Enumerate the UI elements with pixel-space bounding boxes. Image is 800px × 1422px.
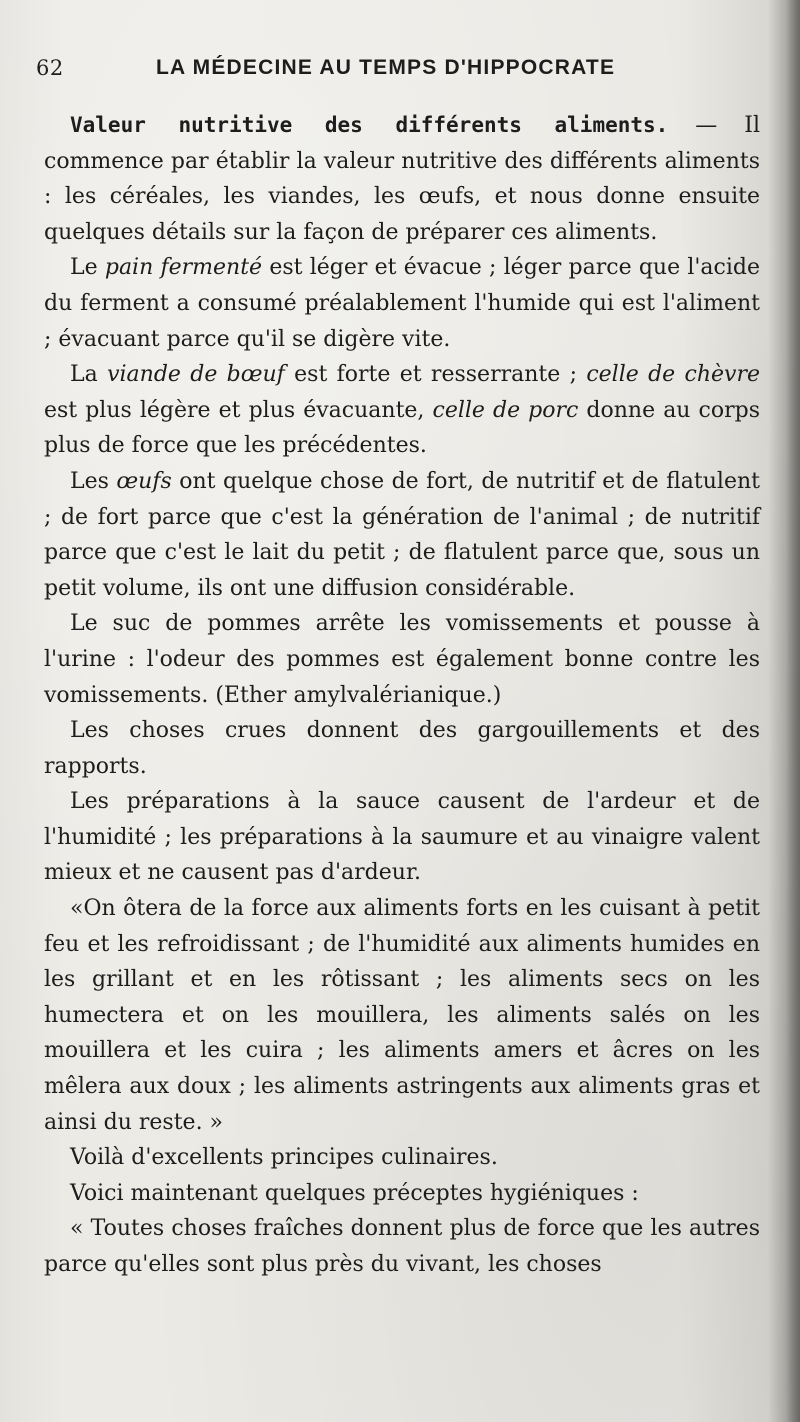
paragraph-citation: «On ôtera de la force aux aliments forts en les cuisant à petit feu et les refroidissant ; de l'humidité aux aliments humides en les grillant et en les rôtissant ; les aliments secs on les humectera et on les mouillera, les aliments salés on les mouillera et les cuira ; les aliments amers et âcres on les mêlera aux doux ; les aliments astringents aux aliments gras et ainsi du reste. » (44, 896, 760, 1135)
text-run: est plus légère et plus évacuante, (44, 397, 433, 423)
italic-term: œufs (116, 468, 172, 494)
text-run: donne au corps plus de force que les précédentes. (44, 397, 761, 459)
paragraph-viande (44, 357, 760, 464)
text-run: ont quelque chose de fort, de nutritif et de flatulent ; de fort parce que c'est la génération de l'animal ; de nutritif parce que c'est le lait du petit ; de flatulent parce que, sous un petit volume, ils ont une diffusion considérable. (44, 468, 760, 601)
paragraph-intro (44, 108, 760, 250)
paragraph-preparations: Les préparations à la sauce causent de l'ardeur et de l'humidité ; les préparations à la saumure et au vinaigre valent mieux et ne causent pas d'ardeur. (44, 789, 760, 886)
text-run: La (70, 362, 108, 388)
running-title: LA MÉDECINE AU TEMPS D'HIPPOCRATE (156, 56, 616, 79)
paragraph-fraiches: « Toutes choses fraîches donnent plus de force que les autres parce qu'elles sont plus près du vivant, les choses (44, 1216, 760, 1277)
intro-text: — Il commence par établir la valeur nutritive des différents aliments : les céréales, les viandes, les œufs, et nous donne ensuite quelques détails sur la façon de préparer ces aliments. (44, 113, 760, 245)
italic-term: celle de porc (432, 397, 579, 423)
text-run: Le (70, 255, 105, 281)
italic-term: celle de chèvre (586, 362, 761, 388)
text-run: est léger et évacue ; léger parce que l'acide du ferment a consumé préalablement l'humide qui est l'aliment ; évacuant parce qu'il se digère vite. (44, 255, 760, 352)
paragraph-oeufs (44, 464, 760, 606)
text-run: est forte et resserrante ; (284, 362, 587, 388)
section-title: Valeur nutritive des différents aliments. (70, 113, 669, 137)
paragraph-culinaires: Voilà d'excellents principes culinaires. (70, 1145, 498, 1171)
paragraph-crues: Les choses crues donnent des gargouillements et des rapports. (44, 718, 760, 779)
italic-term: viande de bœuf (107, 362, 285, 388)
page-header (36, 56, 756, 90)
page-number: 62 (36, 56, 64, 80)
paragraph-pommes: Le suc de pommes arrête les vomissements et pousse à l'urine : l'odeur des pommes est également bonne contre les vomissements. (Ether amylvalérianique.) (44, 611, 760, 708)
text-run: Les (70, 468, 117, 494)
italic-term: pain fermenté (104, 255, 263, 281)
paragraph-pain (44, 250, 760, 357)
page-edge-shadow (786, 0, 800, 1422)
paragraph-hygieniques: Voici maintenant quelques préceptes hygiéniques : (70, 1180, 639, 1206)
body-text (44, 108, 760, 1283)
